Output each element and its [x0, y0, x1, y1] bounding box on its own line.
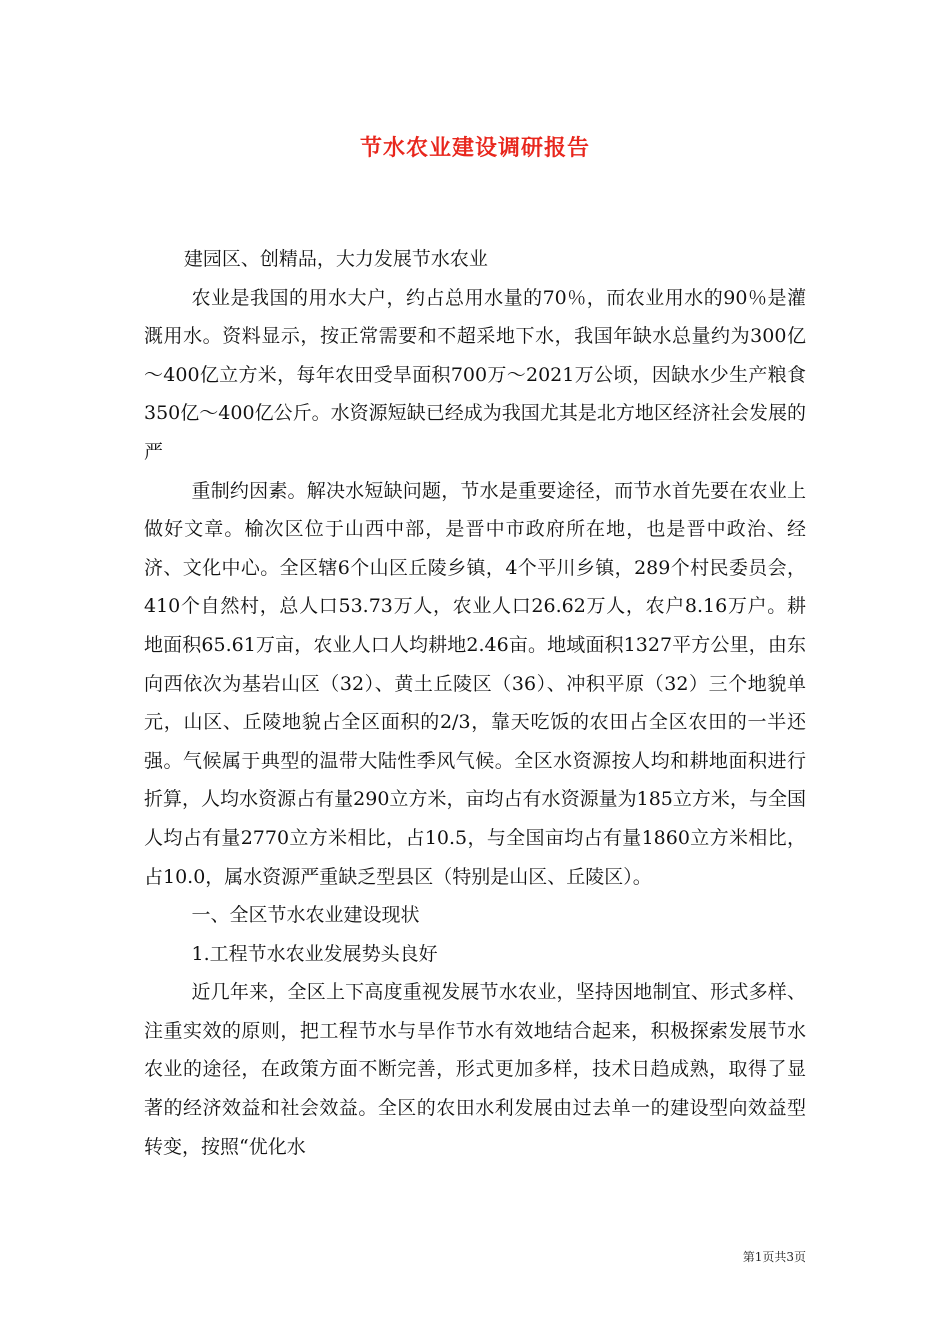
body-paragraph: 农业是我国的用水大户，约占总用水量的70％，而农业用水的90％是灌溉用水。资料显示，按正常需要和不超采地下水，我国年缺水总量约为300亿～400亿立方米，每年农田受旱面积700万～2021万公顷，因缺水少生产粮食350亿～400亿公斤。水资源短缺已经成为我国尤其是北方地区经济社会发展的严 — [144, 286, 806, 463]
subtitle-paragraph: 建园区、创精品，大力发展节水农业 — [183, 248, 488, 270]
body-paragraph: 近几年来，全区上下高度重视发展节水农业，坚持因地制宜、形式多样、注重实效的原则，把工程节水与旱作节水有效地结合起来，积极探索发展节水农业的途径，在政策方面不断完善，形式更加多样，技术日趋成熟，取得了显著的经济效益和社会效益。全区的农田水利发展由过去单一的建设型向效益型转变，按照“优化水 — [144, 981, 806, 1158]
subsection-heading: 1.工程节水农业发展势头良好 — [191, 942, 438, 965]
section-heading: 一、全区节水农业建设现状 — [191, 904, 420, 927]
document-title: 节水农业建设调研报告 — [359, 135, 590, 161]
body-paragraph: 重制约因素。解决水短缺问题，节水是重要途径，而节水首先要在农业上做好文章。榆次区位于山西中部，是晋中市政府所在地，也是晋中政治、经济、文化中心。全区辖6个山区丘陵乡镇，4个平川乡镇，289个村民委员会，410个自然村，总人口53.73万人，农业人口26.62万人，农户8.16万户。耕地面积65.61万亩，农业人口人均耕地2.46亩。地域面积1327平方公里，由东向西依次为基岩山区（32）、黄土丘陵区（36）、冲积平原（32）三个地貌单元，山区、丘陵地貌占全区面积的2/3，靠天吃饭的农田占全区农田的一半还强。气候属于典型的温带大陆性季风气候。全区水资源按人均和耕地面积进行折算，人均水资源占有量290立方米，亩均占有水资源量为185立方米，与全国人均占有量2770立方米相比，占10.5，与全国亩均占有量1860立方米相比，占10.0，属水资源严重缺乏型县区（特别是山区、丘陵区）。 — [144, 479, 806, 888]
page-number: 第1页共3页 — [742, 1250, 806, 1264]
document-body — [144, 240, 806, 1166]
